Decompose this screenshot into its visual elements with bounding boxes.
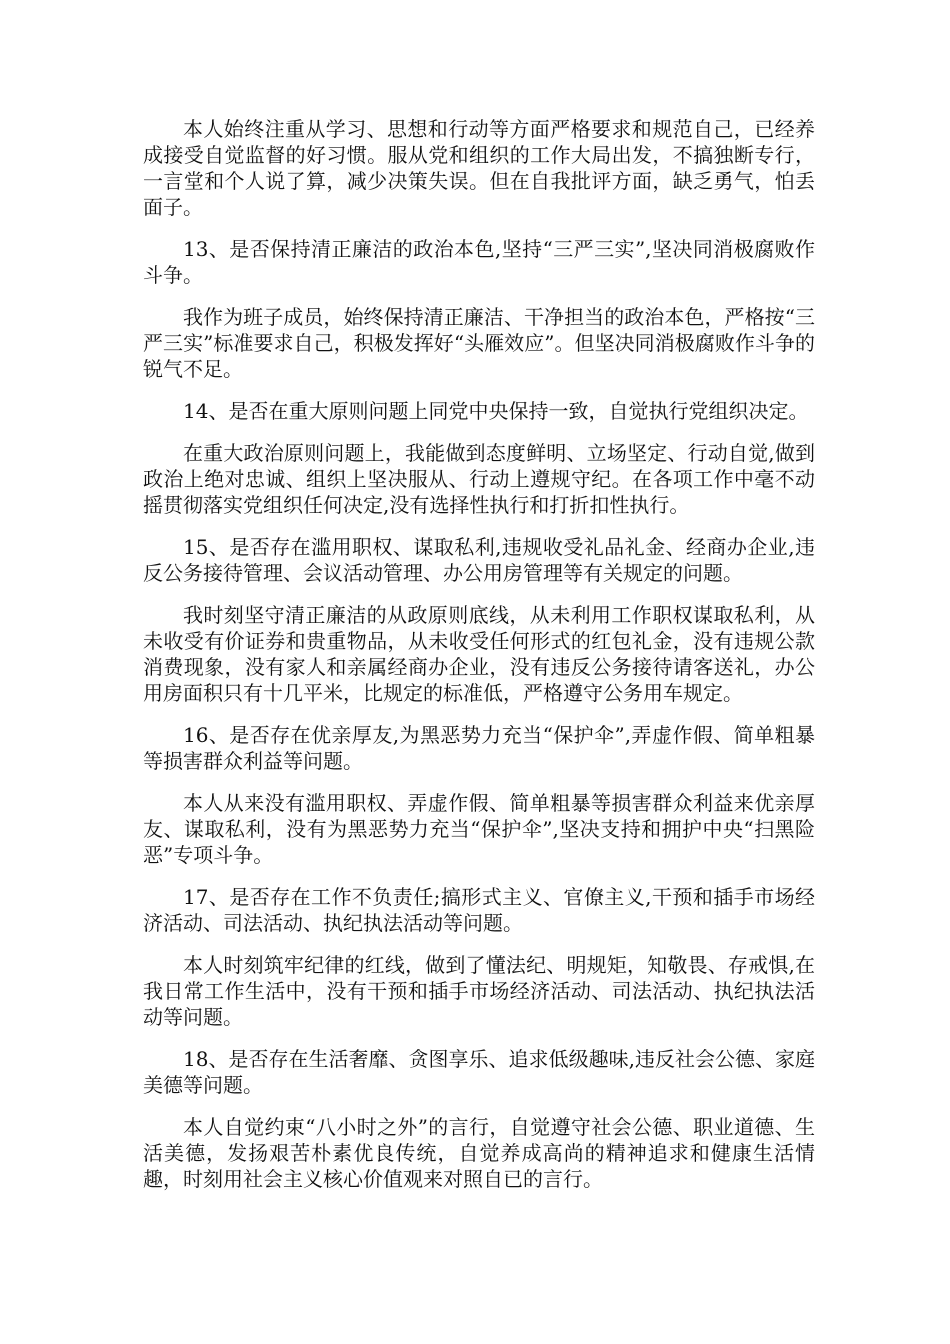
answer-17: 本人时刻筑牢纪律的红线，做到了懂法纪、明规矩，知敬畏、存戒惧,在我日常工作生活中，没有干预和插手市场经济活动、司法活动、执纪执法活动等问题。 [143, 953, 815, 1029]
answer-16: 本人从来没有滥用职权、弄虚作假、简单粗暴等损害群众利益来优亲厚友、谋取私利，没有为黑恶势力充当“保护伞”,坚决支持和拥护中央“扫黑险恶”专项斗争。 [143, 791, 815, 867]
question-16: 16、是否存在优亲厚友,为黑恶势力充当“保护伞”,弄虚作假、简单粗暴等损害群众利益等问题。 [143, 723, 815, 773]
answer-13: 我作为班子成员，始终保持清正廉洁、干净担当的政治本色，严格按“三严三实”标准要求自己，积极发挥好“头雁效应”。但坚决同消极腐败作斗争的锐气不足。 [143, 305, 815, 381]
question-15: 15、是否存在滥用职权、谋取私利,违规收受礼品礼金、经商办企业,违反公务接待管理、会议活动管理、办公用房管理等有关规定的问题。 [143, 535, 815, 585]
question-17: 17、是否存在工作不负责任;搞形式主义、官僚主义,干预和插手市场经济活动、司法活动、执纪执法活动等问题。 [143, 885, 815, 935]
answer-paragraph: 本人始终注重从学习、思想和行动等方面严格要求和规范自己，已经养成接受自觉监督的好习惯。服从党和组织的工作大局出发，不搞独断专行，一言堂和个人说了算，减少决策失误。但在自我批评方面，缺乏勇气，怕丢面子。 [143, 117, 815, 219]
document-body [143, 116, 815, 1208]
answer-18: 本人自觉约束“八小时之外”的言行，自觉遵守社会公德、职业道德、生活美德，发扬艰苦朴素优良传统，自觉养成高尚的精神追求和健康生活情趣，时刻用社会主义核心价值观来对照自已的言行。 [143, 1115, 815, 1191]
answer-14: 在重大政治原则问题上，我能做到态度鲜明、立场坚定、行动自觉,做到政治上绝对忠诚、组织上坚决服从、行动上遵规守纪。在各项工作中毫不动摇贯彻落实党组织任何决定,没有选择性执行和打折扣性执行。 [143, 441, 815, 517]
question-14: 14、是否在重大原则问题上同党中央保持一致，自觉执行党组织决定。 [183, 399, 809, 423]
answer-15: 我时刻坚守清正廉洁的从政原则底线，从未利用工作职权谋取私利，从未收受有价证券和贵重物品，从未收受任何形式的红包礼金，没有违规公款消费现象，没有家人和亲属经商办企业，没有违反公务接待请客送礼，办公用房面积只有十几平米，比规定的标准低，严格遵守公务用车规定。 [143, 603, 815, 705]
question-13: 13、是否保持清正廉洁的政治本色,坚持“三严三实”,坚决同消极腐败作斗争。 [143, 237, 815, 287]
question-18: 18、是否存在生活奢靡、贪图享乐、追求低级趣味,违反社会公德、家庭美德等问题。 [143, 1047, 815, 1097]
